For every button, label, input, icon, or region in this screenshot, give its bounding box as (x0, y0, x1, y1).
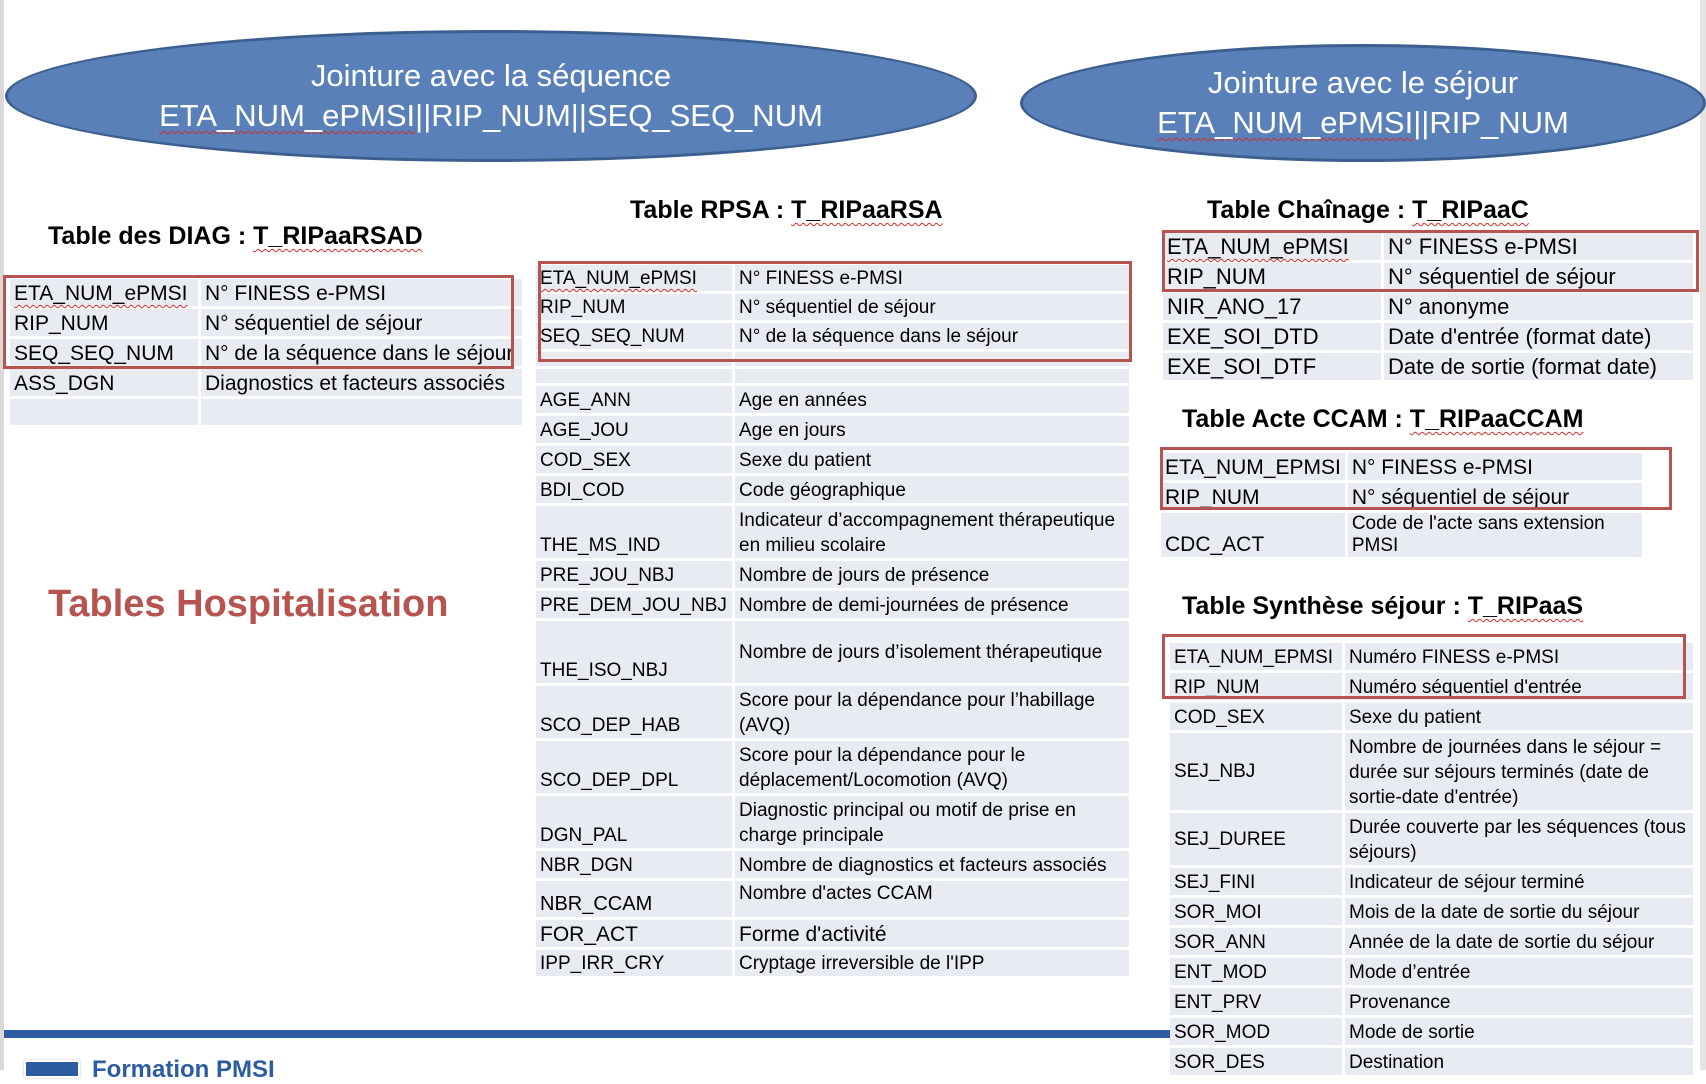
table-row (536, 561, 1132, 588)
table-row (536, 686, 1132, 738)
field-desc: Sexe du patient (735, 446, 1132, 473)
chainage-table (1163, 230, 1696, 383)
table-row (10, 399, 525, 425)
field-code: EXE_SOI_DTD (1163, 323, 1384, 350)
join-sequence-key-rest: ||RIP_NUM||SEQ_SEQ_NUM (415, 98, 823, 133)
field-code: SEQ_SEQ_NUM (536, 323, 735, 349)
ccam-table-title (1182, 405, 1583, 434)
field-code: SEJ_FINI (1170, 868, 1345, 895)
field-desc: Score pour la dépendance pour le déplacement/Locomotion (AVQ) (735, 741, 1132, 793)
field-desc (201, 399, 525, 425)
join-sejour-key-rest: ||RIP_NUM (1413, 105, 1569, 140)
footer-logo-icon (24, 1060, 80, 1078)
field-desc (735, 369, 1132, 383)
field-desc (735, 352, 1132, 366)
field-desc: Année de la date de sortie du séjour (1345, 928, 1696, 955)
field-desc: Nombre d'actes CCAM (735, 881, 1132, 917)
join-sequence-title: Jointure avec la séquence (310, 58, 672, 93)
field-desc: Age en années (735, 386, 1132, 413)
table-row (1170, 643, 1696, 670)
field-code: CDC_ACT (1161, 513, 1348, 557)
field-code (10, 399, 201, 425)
table-row (1170, 1048, 1696, 1075)
rpsa-table-label: Table RPSA : (630, 196, 792, 224)
table-row (1170, 1018, 1696, 1045)
table-row (536, 386, 1132, 413)
field-desc: Nombre de jours d’isolement thérapeutique (735, 621, 1132, 683)
synthese-table-title (1182, 592, 1583, 621)
table-row (536, 950, 1132, 976)
table-row (1170, 703, 1696, 730)
table-row (1163, 263, 1696, 290)
ccam-table-name: T_RIPaaCCAM (1409, 405, 1584, 433)
field-desc: Age en jours (735, 416, 1132, 443)
field-desc: Indicateur d’accompagnement thérapeutique en milieu scolaire (735, 506, 1132, 558)
table-row (536, 851, 1132, 878)
table-row (1170, 868, 1696, 895)
field-code (536, 369, 735, 383)
field-desc: Cryptage irreversible de l'IPP (735, 950, 1132, 976)
join-sequence-ellipse (5, 30, 977, 162)
field-code: EXE_SOI_DTF (1163, 353, 1384, 380)
field-desc: Nombre de journées dans le séjour = durée sur séjours terminés (date de sortie-date d'entrée) (1345, 733, 1696, 810)
field-desc: Nombre de jours de présence (735, 561, 1132, 588)
table-row (1170, 988, 1696, 1015)
table-row (10, 369, 525, 396)
field-desc: Indicateur de séjour terminé (1345, 868, 1696, 895)
table-row (536, 920, 1132, 947)
slide-right-edge (1700, 0, 1706, 1070)
field-code: RIP_NUM (1170, 673, 1345, 700)
field-code: BDI_COD (536, 476, 735, 503)
table-row (536, 881, 1132, 917)
footer-bar (4, 1030, 1170, 1038)
diag-table-label: Table des DIAG : (48, 222, 254, 250)
slide-left-edge (0, 0, 4, 1070)
field-code: ETA_NUM_EPMSI (1170, 643, 1345, 670)
table-row (10, 309, 525, 336)
field-desc: Nombre de demi-journées de présence (735, 591, 1132, 618)
table-row (10, 339, 525, 366)
footer-text: Formation PMSI (92, 1056, 275, 1083)
field-desc: N° de la séquence dans le séjour (735, 323, 1132, 349)
field-code: ETA_NUM_ePMSI (536, 265, 735, 291)
field-desc: N° séquentiel de séjour (1384, 263, 1696, 290)
field-code: PRE_DEM_JOU_NBJ (536, 591, 735, 618)
join-sequence-key (159, 96, 823, 136)
rpsa-table-title (630, 196, 943, 225)
field-code: SEJ_NBJ (1170, 733, 1345, 810)
field-desc: Date d'entrée (format date) (1384, 323, 1696, 350)
field-code: ETA_NUM_ePMSI (1163, 233, 1384, 260)
rpsa-table (536, 262, 1132, 979)
diag-table (10, 276, 525, 428)
synthese-table (1170, 640, 1696, 1078)
field-code: ASS_DGN (10, 369, 201, 396)
field-desc: N° séquentiel de séjour (201, 309, 525, 336)
field-code: AGE_ANN (536, 386, 735, 413)
field-code: SCO_DEP_HAB (536, 686, 735, 738)
join-sejour-title: Jointure avec le séjour (1207, 65, 1519, 100)
table-row (1170, 813, 1696, 865)
field-code: ETA_NUM_EPMSI (1161, 453, 1348, 480)
chainage-table-name: T_RIPaaC (1412, 196, 1529, 224)
table-row (536, 591, 1132, 618)
join-sejour-key-first: ETA_NUM_ePMSI (1157, 105, 1414, 140)
table-row (536, 476, 1132, 503)
table-row (1163, 293, 1696, 320)
field-desc: Forme d'activité (735, 920, 1132, 947)
field-desc: N° FINESS e-PMSI (735, 265, 1132, 291)
table-row (536, 352, 1132, 366)
field-desc: Mode d’entrée (1345, 958, 1696, 985)
synthese-table-name: T_RIPaaS (1467, 592, 1584, 620)
table-row (536, 506, 1132, 558)
table-row (536, 369, 1132, 383)
rpsa-table-name: T_RIPaaRSA (791, 196, 943, 224)
field-desc: N° de la séquence dans le séjour (201, 339, 525, 366)
table-row (536, 446, 1132, 473)
table-row (1161, 483, 1645, 510)
field-code: RIP_NUM (536, 294, 735, 320)
field-code: RIP_NUM (10, 309, 201, 336)
field-desc: Sexe du patient (1345, 703, 1696, 730)
field-desc: Diagnostic principal ou motif de prise en charge principale (735, 796, 1132, 848)
diag-table-name: T_RIPaaRSAD (253, 222, 423, 250)
field-code: NBR_DGN (536, 851, 735, 878)
field-desc: N° FINESS e-PMSI (1384, 233, 1696, 260)
field-code: DGN_PAL (536, 796, 735, 848)
diag-table-title (48, 222, 423, 251)
field-code: RIP_NUM (1163, 263, 1384, 290)
field-desc: Numéro séquentiel d'entrée (1345, 673, 1696, 700)
table-row (10, 279, 525, 306)
field-code: NBR_CCAM (536, 881, 735, 917)
field-desc: N° anonyme (1384, 293, 1696, 320)
table-row (1161, 513, 1645, 557)
chainage-table-label: Table Chaînage : (1207, 196, 1413, 224)
field-code: IPP_IRR_CRY (536, 950, 735, 976)
field-desc: Durée couverte par les séquences (tous séjours) (1345, 813, 1696, 865)
field-code: THE_MS_IND (536, 506, 735, 558)
field-code: THE_ISO_NBJ (536, 621, 735, 683)
field-code: SOR_MOD (1170, 1018, 1345, 1045)
join-sejour-ellipse (1020, 44, 1706, 162)
field-desc: Date de sortie (format date) (1384, 353, 1696, 380)
field-code: SOR_DES (1170, 1048, 1345, 1075)
field-desc: Diagnostics et facteurs associés (201, 369, 525, 396)
chainage-table-title (1207, 196, 1529, 225)
field-desc: N° séquentiel de séjour (735, 294, 1132, 320)
field-code: ENT_MOD (1170, 958, 1345, 985)
field-desc: Provenance (1345, 988, 1696, 1015)
table-row (1163, 233, 1696, 260)
field-desc: N° FINESS e-PMSI (201, 279, 525, 306)
table-row (536, 796, 1132, 848)
field-desc: Destination (1345, 1048, 1696, 1075)
field-code: AGE_JOU (536, 416, 735, 443)
field-code: RIP_NUM (1161, 483, 1348, 510)
field-desc: Code géographique (735, 476, 1132, 503)
table-row (1170, 898, 1696, 925)
field-code: PRE_JOU_NBJ (536, 561, 735, 588)
field-code: COD_SEX (1170, 703, 1345, 730)
field-code: FOR_ACT (536, 920, 735, 947)
field-desc: Code de l'acte sans extension PMSI (1348, 513, 1645, 557)
field-desc: N° séquentiel de séjour (1348, 483, 1645, 510)
synthese-table-label: Table Synthèse séjour : (1182, 592, 1468, 620)
field-code: ETA_NUM_ePMSI (10, 279, 201, 306)
table-row (1170, 733, 1696, 810)
table-row (1163, 353, 1696, 380)
field-code: NIR_ANO_17 (1163, 293, 1384, 320)
table-row (1170, 958, 1696, 985)
field-desc: Mode de sortie (1345, 1018, 1696, 1045)
field-desc: Score pour la dépendance pour l’habillage (AVQ) (735, 686, 1132, 738)
table-row (1170, 928, 1696, 955)
field-desc: Mois de la date de sortie du séjour (1345, 898, 1696, 925)
table-row (1163, 323, 1696, 350)
field-code (536, 352, 735, 366)
ccam-table-label: Table Acte CCAM : (1182, 405, 1410, 433)
table-row (1170, 673, 1696, 700)
page-title: Tables Hospitalisation (48, 583, 449, 625)
table-row (536, 323, 1132, 349)
table-row (536, 294, 1132, 320)
field-code: SOR_MOI (1170, 898, 1345, 925)
table-row (536, 741, 1132, 793)
field-code: SCO_DEP_DPL (536, 741, 735, 793)
field-desc: Numéro FINESS e-PMSI (1345, 643, 1696, 670)
field-code: ENT_PRV (1170, 988, 1345, 1015)
ccam-table (1161, 450, 1645, 560)
table-row (1161, 453, 1645, 480)
field-code: COD_SEX (536, 446, 735, 473)
join-sejour-key (1157, 103, 1569, 143)
table-row (536, 621, 1132, 683)
field-desc: Nombre de diagnostics et facteurs associés (735, 851, 1132, 878)
field-code: SOR_ANN (1170, 928, 1345, 955)
field-code: SEQ_SEQ_NUM (10, 339, 201, 366)
table-row (536, 265, 1132, 291)
join-sequence-key-first: ETA_NUM_ePMSI (159, 98, 416, 133)
table-row (536, 416, 1132, 443)
field-desc: N° FINESS e-PMSI (1348, 453, 1645, 480)
field-code: SEJ_DUREE (1170, 813, 1345, 865)
